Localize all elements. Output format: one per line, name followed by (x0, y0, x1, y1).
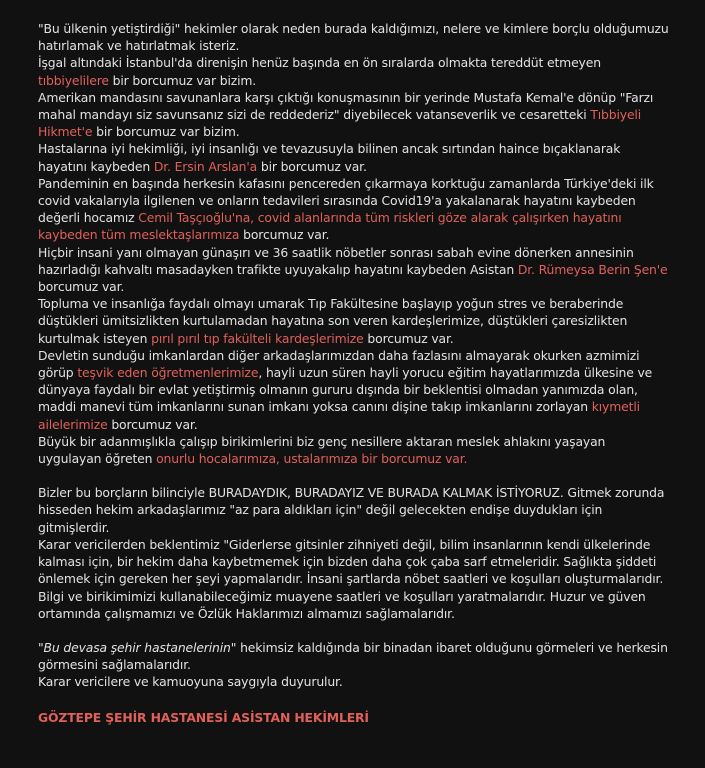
paragraph-text: , hayli uzun süren hayli yorucu eğitim hayatlarımızda ülkesine ve dünyaya faydalı bir evlat yetiştirmiş olmanın gururu dışında bir beklentisi olmadan yanımızda olan, maddi manevi tüm imkanlarını sunan imkanı yoksa canını dişine takıp imkanlarını zorlayan (38, 365, 653, 415)
paragraph-text: Devletin sunduğu imkanlardan diğer arkadaşlarımızdan daha fazlasını almayarak okurken azmimizi görüp (38, 347, 640, 381)
paragraph-text: Hastalarına iyi hekimliği, iyi insanlığı ve tevazusuyla bilinen ancak sırtından haince bıçaklanarak hayatını kaybeden (38, 141, 621, 174)
paragraph-text: borcumuz var. (363, 330, 454, 346)
paragraph-text: bir borcumuz var bizim. (108, 72, 257, 88)
paragraph-text: borcumuz var. (38, 279, 125, 295)
paragraph-hikmet (38, 89, 671, 141)
signature: GÖZTEPE ŞEHİR HASTANESİ ASİSTAN HEKİMLERİ (38, 709, 369, 725)
paragraph-text: bir borcumuz var bizim. (92, 124, 240, 140)
highlighted-text: kıymetli ailelerimize (38, 399, 640, 432)
highlighted-text: Dr. Ersin Arslan'a (153, 158, 258, 174)
paragraph-mentors (38, 433, 671, 467)
spacer (38, 622, 671, 639)
highlighted-text: tıbbiyelilere (38, 72, 109, 88)
italic-quote: "Bu devasa şehir hastanelerinin" (38, 639, 237, 655)
highlighted-text: onurlu hocalarımıza, ustalarımıza bir borcumuz var. (156, 451, 468, 467)
paragraph-expectations: Karar vericilerden beklentimiz "Giderlerse gitsinler zihniyeti değil, bilim insanlarının kendi ülkelerinde kalması için, bir hekim daha kaybetmemek için bizden daha çok çaba sarf etmeleridir. Sağlıkta şiddeti önlemek için gereken her şeyi yapmalarıdır. İnsani şartlarda nöbet saatleri ve koşulları oluşturmalarıdır. Bilgi ve birikimimizi kullanabileceğimiz muayene saatleri ve koşulları yaratmalarıdır. Huzur ve güven ortamında çalışmamızı ve Özlük Haklarımızı almamızı sağlamalarıdır. (38, 536, 664, 621)
paragraph-text: borcumuz var. (239, 227, 330, 243)
paragraph-text: hekimsiz kaldığında bir binadan ibaret olduğunu görmeleri ve herkesin görmesini sağlamalarıdır. (38, 639, 668, 673)
paragraph-city-hospitals (38, 639, 671, 673)
paragraph-rumeysa (38, 244, 671, 296)
paragraph-text: Amerikan mandasını savunanlara karşı çıktığı konuşmasının bir yerinde Mustafa Kemal'e dönüp "Farzı mahal mandayı siz savunsanız sizi de reddederiz" diyebilecek vatanseverlik ve cesaretteki (38, 89, 654, 123)
highlighted-text: Cemil Taşçıoğlu'na, covid alanlarında tüm riskleri göze alarak çalışırken hayatını kaybeden tüm meslektaşlarımıza (38, 210, 622, 243)
paragraph-text: Topluma ve insanlığa faydalı olmayı umarak Tıp Fakültesine başlayıp yoğun stres ve beraberinde düştükleri ümitsizlikten kurtulamadan hayatına son veren kardeşlerimize, düştükleri çaresizlikten kurtulmak isteyen (38, 296, 628, 346)
intro-paragraph: "Bu ülkenin yetiştirdiği" hekimler olarak neden burada kaldığımızı, nelere ve kimlere borçlu olduğumuzu hatırlamak ve hatırlatmak isteriz. (38, 21, 669, 54)
spacer (38, 467, 671, 484)
paragraph-teachers-families (38, 347, 671, 433)
paragraph-text: Pandeminin en başında herkesin kafasını pencereden çıkarmaya korktuğu zamanlarda Türkiye'deki ilk covid vakalarıyla ilgilenen ve onların tedavileri sırasında Covid19'a yakalanarak hayatını kaybeden değerli hocamız (38, 175, 654, 226)
paragraph-covid (38, 175, 671, 244)
highlighted-text: teşvik eden öğretmenlerimize (77, 365, 259, 381)
paragraph-text: borcumuz var. (107, 416, 198, 432)
paragraph-students (38, 295, 671, 347)
closing-line: Karar vericilere ve kamuoyuna saygıyla duyurulur. (38, 674, 343, 690)
highlighted-text: pırıl pırıl tıp fakülteli kardeşlerimize (151, 330, 364, 346)
highlighted-text: Tıbbiyeli Hikmet'e (38, 107, 642, 140)
paragraph-text: Hiçbir insani yanı olmayan günaşırı ve 36 saatlik nöbetler sonrası sabah evine dönerken annesinin hazırladığı kahvaltı masadayken trafikte uyuyakalıp hayatını kaybeden Asistan (38, 244, 634, 277)
paragraph-staying: Bizler bu borçların bilinciyle BURADAYDIK, BURADAYIZ VE BURADA KALMAK İSTİYORUZ. Gitmek zorunda hisseden hekim arkadaşlarımız "az para aldıkları için" değil gelecekten endişe duydukları için gitmişlerdir. (38, 485, 665, 535)
paragraph-text: Büyük bir adanmışlıkla çalışıp birikimlerini biz genç nesillere aktaran meslek ahlakını yaşayan uygulayan öğreten (38, 433, 606, 467)
paragraph-text: bir borcumuz var. (257, 158, 367, 174)
highlighted-text: Dr. Rümeysa Berin Şen'e (517, 261, 668, 277)
paragraph-ersin-arslan (38, 140, 671, 174)
paragraph-tibbiyeliler (38, 54, 671, 88)
paragraph-text: İşgal altındaki İstanbul'da direnişin henüz başında en ön sıralarda olmakta tereddüt etmeyen (38, 55, 601, 71)
